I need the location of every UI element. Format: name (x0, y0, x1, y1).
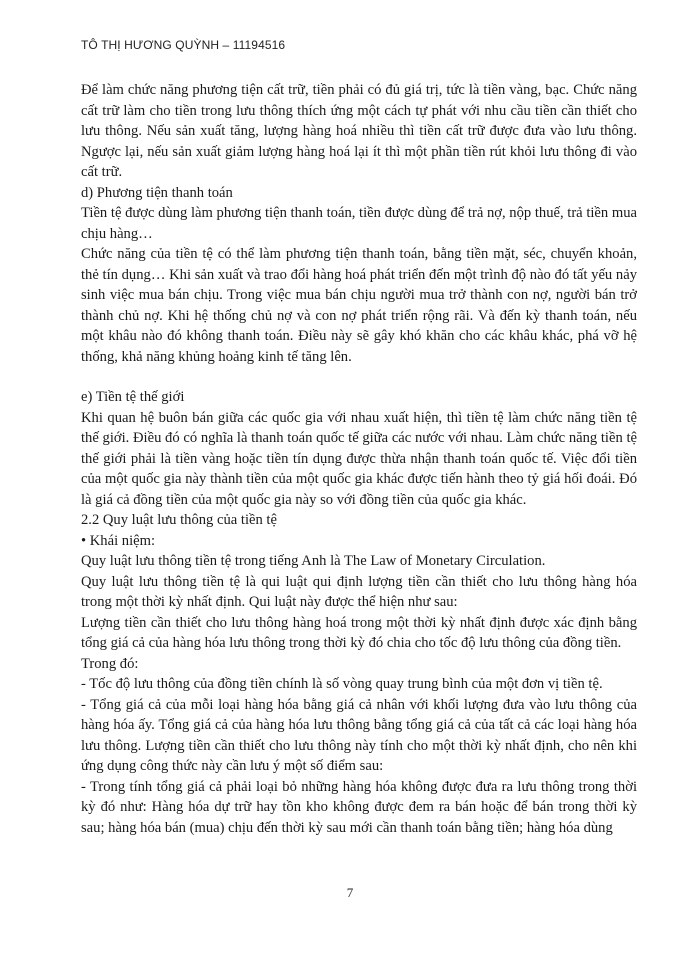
bullet-concept: • Khái niệm: (81, 532, 156, 549)
heading-means-of-payment: d) Phương tiện thanh toán (81, 184, 233, 201)
paragraph-spacer (81, 367, 637, 387)
paragraph-money-needed: Lượng tiền cần thiết cho lưu thông hàng hoá trong một thời kỳ nhất định được xác định bằng tổng giá cả của hàng hóa lưu thông trong thời kỳ đó chia cho tốc độ lưu thông của đồng tiền. (81, 614, 637, 651)
document-body (81, 80, 637, 838)
paragraph-payment-function: Chức năng của tiền tệ có thể làm phương tiện thanh toán, bằng tiền mặt, séc, chuyển khoản, thẻ tín dụng… Khi sản xuất và trao đổi hàng hoá phát triển đến một trình độ nào đó tất yếu nảy sinh việc mua bán chịu. Trong việc mua bán chịu người mua trở thành con nợ, người bán trở thành chủ nợ. Khi hệ thống chủ nợ và con nợ phát triển rộng rãi. Và đến kỳ thanh toán, nếu một khâu nào đó không thanh toán. Điều này sẽ gây khó khăn cho các khâu khác, phá vỡ hệ thống, khả năng khủng hoảng kinh tế tăng lên. (81, 246, 637, 365)
paragraph-law-english: Quy luật lưu thông tiền tệ trong tiếng Anh là The Law of Monetary Circulation. (81, 553, 546, 569)
page-header: TÔ THỊ HƯƠNG QUỲNH – 11194516 (81, 38, 286, 52)
page-number: 7 (346, 885, 354, 900)
label-where: Trong đó: (81, 655, 139, 672)
list-item-exclusions: - Trong tính tổng giá cả phải loại bỏ những hàng hóa không được đưa ra lưu thông trong thời kỳ đó như: Hàng hóa dự trữ hay tồn kho không được đem ra bán hoặc để bán trong thời kỳ sau; hàng hóa bán (mua) chịu đến thời kỳ sau mới cần thanh toán bằng tiền; hàng hóa dùng (81, 778, 637, 836)
paragraph-world-money: Khi quan hệ buôn bán giữa các quốc gia với nhau xuất hiện, thì tiền tệ làm chức năng tiền tệ thế giới. Điều đó có nghĩa là thanh toán quốc tế giữa các nước với nhau. Làm chức năng tiền tệ thế giới phải là tiền vàng hoặc tiền tín dụng được thừa nhận thanh toán quốc tế. Việc đổi tiền của một quốc gia này thành tiền của một quốc gia khác được tiến hành theo tỷ giá hối đoái. Đó là giá cả đồng tiền của một quốc gia này so với đồng tiền của quốc gia khác. (81, 409, 637, 508)
heading-section-2-2: 2.2 Quy luật lưu thông của tiền tệ (81, 512, 277, 528)
paragraph-store-of-value: Để làm chức năng phương tiện cất trữ, tiền phải có đủ giá trị, tức là tiền vàng, bạc. Chức năng cất trữ làm cho tiền trong lưu thông thích ứng một cách tự phát với nhu cầu tiền cần thiết cho lưu thông. Nếu sản xuất tăng, lượng hàng hoá nhiều thì tiền cất trữ được đưa vào lưu thông. Ngược lại, nếu sản xuất giảm lượng hàng hoá lại ít thì một phần tiền rút khỏi lưu thông đi vào cất trữ. (81, 82, 637, 180)
paragraph-law-definition: Quy luật lưu thông tiền tệ là qui luật qui định lượng tiền cần thiết cho lưu thông hàng hóa trong một thời kỳ nhất định. Qui luật này được thể hiện như sau: (81, 573, 637, 610)
list-item-total-price: - Tổng giá cả của mỗi loại hàng hóa bằng giá cả nhân với khối lượng đưa vào lưu thông của hàng hóa ấy. Tổng giá cả của hàng hóa lưu thông bằng tổng giá cả của tất cả các loại hàng hóa lưu thông. Lượng tiền cần thiết cho lưu thông này tính cho một thời kỳ nhất định, cho nên khi ứng dụng công thức này cần lưu ý một số điểm sau: (81, 696, 637, 774)
paragraph-payment-intro: Tiền tệ được dùng làm phương tiện thanh toán, tiền được dùng để trả nợ, nộp thuế, trả tiền mua chịu hàng… (81, 205, 637, 242)
heading-world-money: e) Tiền tệ thế giới (81, 389, 185, 405)
list-item-velocity: - Tốc độ lưu thông của đồng tiền chính là số vòng quay trung bình của một đơn vị tiền tệ. (81, 676, 603, 692)
